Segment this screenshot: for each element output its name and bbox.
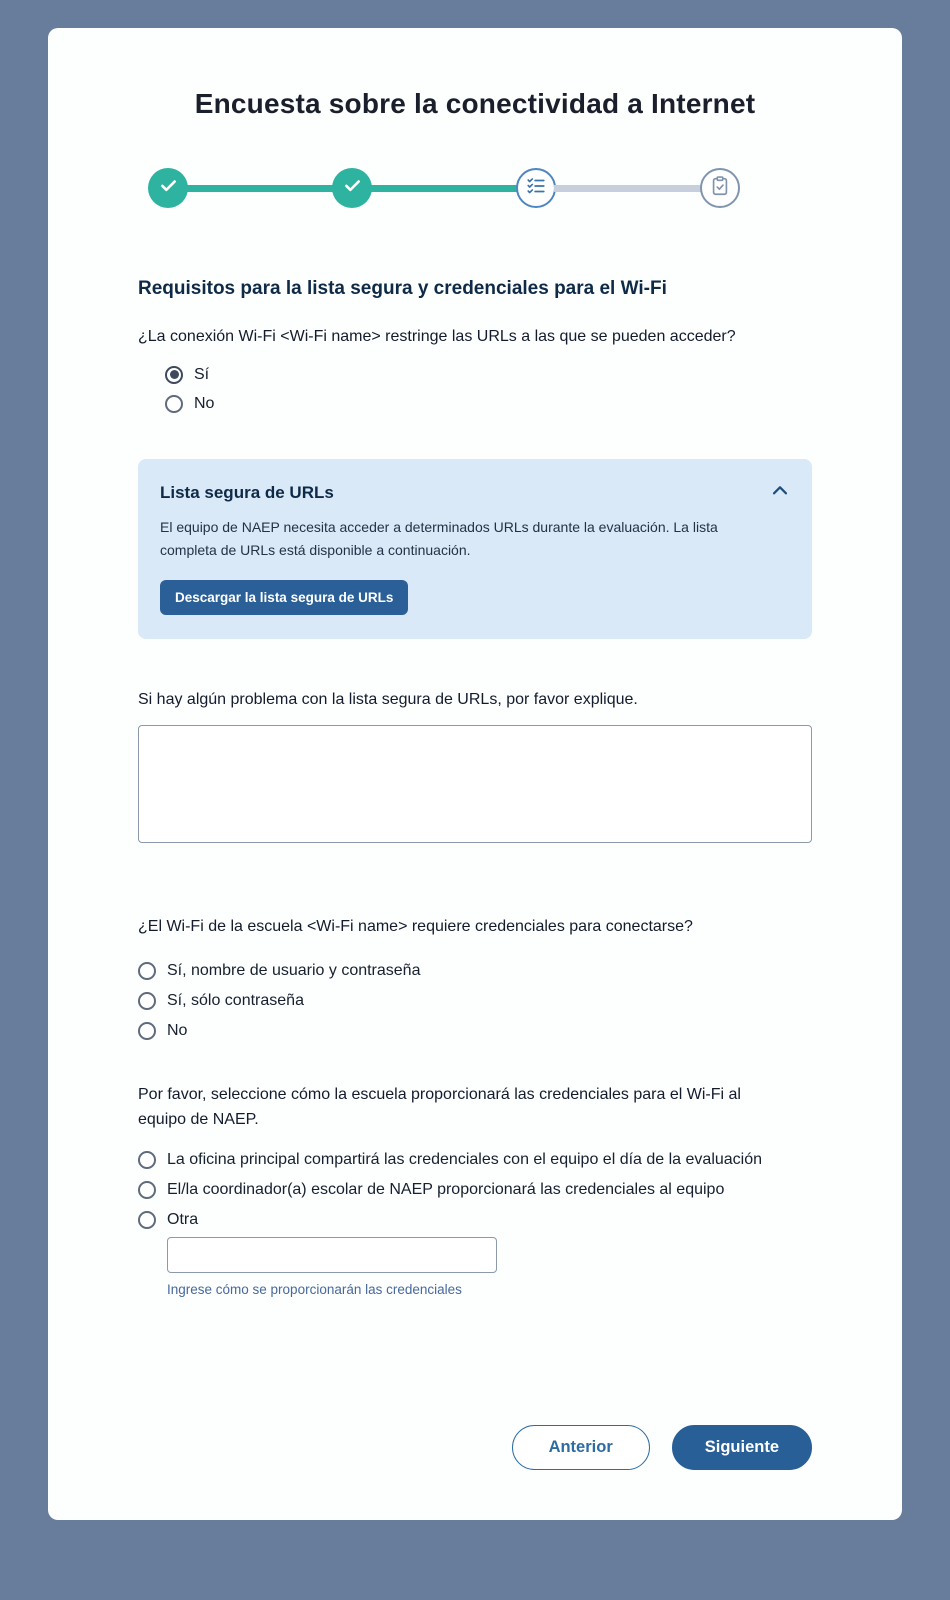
radio-label: La oficina principal compartirá las credenciales con el equipo el día de la evaluación [167,1150,763,1168]
safelist-panel-title: Lista segura de URLs [160,482,334,502]
radio-button[interactable] [138,992,156,1010]
connector-1-2 [186,185,334,192]
download-safelist-button[interactable]: Descargar la lista segura de URLs [160,580,408,615]
radio-label: El/la coordinador(a) escolar de NAEP proporcionará las credenciales al equipo [167,1180,725,1198]
wizard-footer [138,1425,812,1470]
radio-button[interactable] [138,962,156,980]
connector-3-4 [554,185,702,192]
step-1-complete [148,168,188,208]
safelist-info-panel [138,459,812,640]
previous-button[interactable]: Anterior [512,1425,650,1470]
check-icon [158,175,179,201]
step-2-complete [332,168,372,208]
radio-button[interactable] [138,1181,156,1199]
radio-option-no[interactable] [165,395,812,413]
radio-label: No [167,1021,188,1039]
radio-option-no-credentials[interactable] [138,1022,812,1040]
radio-option-user-pass[interactable] [138,962,812,980]
other-credentials-input[interactable] [167,1237,497,1273]
progress-stepper [148,168,740,208]
radio-group-wifi-credentials [138,962,812,1040]
radio-button[interactable] [165,395,183,413]
safelist-panel-body: El equipo de NAEP necesita acceder a determinados URLs durante la evaluación. La lista completa de URLs está disponible a continuación. [160,518,718,559]
chevron-up-icon [769,480,791,505]
question-wifi-credentials: ¿El Wi-Fi de la escuela <Wi-Fi name> requiere credenciales para conectarse? [138,918,693,936]
radio-option-other[interactable] [138,1211,812,1229]
radio-option-coordinator[interactable] [138,1181,812,1199]
radio-label: Sí, nombre de usuario y contraseña [167,961,421,979]
check-icon [342,175,363,201]
radio-button[interactable] [138,1022,156,1040]
radio-button-selected[interactable] [165,366,183,384]
radio-group-credentials-delivery [138,1151,812,1229]
radio-label: No [194,394,215,412]
collapse-panel-button[interactable] [764,477,796,509]
step-3-active [516,168,556,208]
radio-option-si[interactable] [165,366,812,384]
radio-label: Otra [167,1210,199,1228]
next-button[interactable]: Siguiente [672,1425,812,1470]
question-restrict-urls: ¿La conexión Wi-Fi <Wi-Fi name> restringe las URLs a las que se pueden acceder? [138,328,736,345]
radio-option-pass-only[interactable] [138,992,812,1010]
radio-button[interactable] [138,1211,156,1229]
checklist-icon [525,175,547,202]
section-heading: Requisitos para la lista segura y credenciales para el Wi-Fi [138,278,667,299]
radio-button[interactable] [138,1151,156,1169]
question-safelist-problem: Si hay algún problema con la lista segura de URLs, por favor explique. [138,691,638,709]
clipboard-check-icon [709,175,731,202]
survey-card [48,28,902,1520]
radio-label: Sí [194,365,210,383]
step-4-upcoming [700,168,740,208]
page-title: Encuesta sobre la conectividad a Internet [194,88,756,119]
other-input-helper-text: Ingrese cómo se proporcionarán las credenciales [167,1281,462,1297]
connector-2-3 [370,185,518,192]
radio-option-front-office[interactable] [138,1151,812,1169]
radio-label: Sí, sólo contraseña [167,991,304,1009]
radio-group-restrict-urls [165,366,812,413]
question-credentials-delivery: Por favor, seleccione cómo la escuela proporcionará las credenciales para el Wi-Fi al equipo de NAEP. [138,1085,741,1129]
safelist-problem-textarea[interactable] [138,725,812,843]
